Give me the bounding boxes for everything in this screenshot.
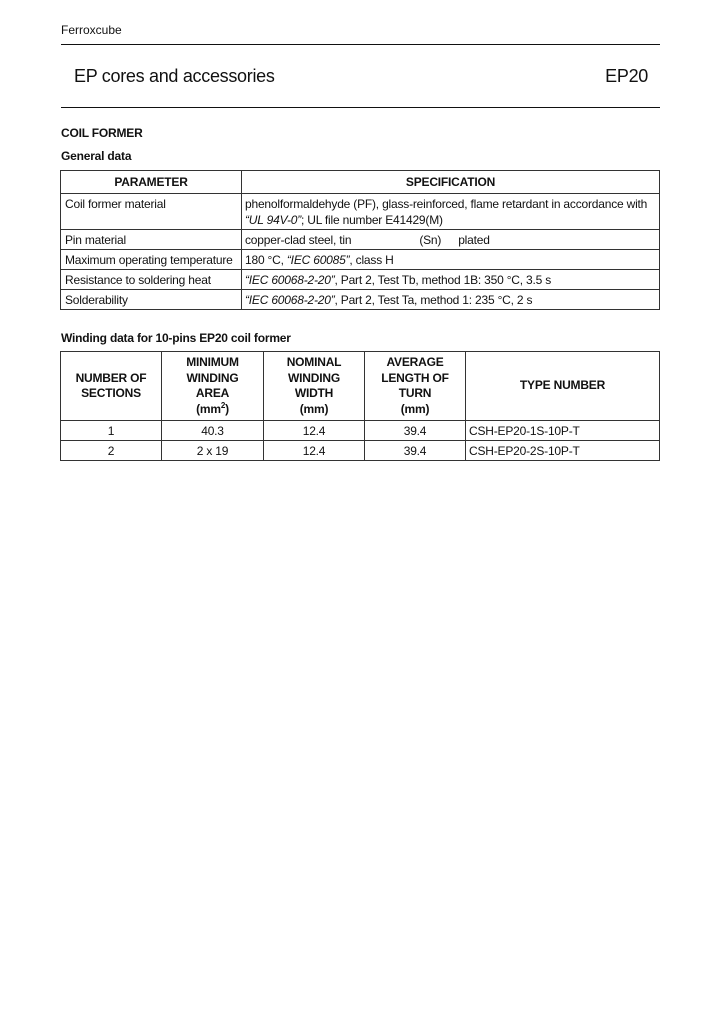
- column-header-area: MINIMUM WINDING AREA $(mm^2)$: [162, 352, 264, 421]
- spec-cell: [242, 250, 660, 270]
- spec-text: 180 °C,: [245, 253, 287, 267]
- spec-text: ; UL file number E41429(M): [301, 213, 443, 227]
- width-cell: 12.4: [264, 421, 365, 441]
- section-title: COIL FORMER: [61, 126, 143, 140]
- table-row: [61, 441, 660, 461]
- sections-cell: 1: [61, 421, 162, 441]
- spec-text: copper-clad steel, tin: [245, 233, 352, 247]
- table-row: [61, 290, 660, 310]
- spec-reference: “IEC 60068-2-20”: [245, 293, 335, 307]
- param-cell: Coil former material: [61, 194, 242, 230]
- general-data-table: [60, 170, 660, 310]
- table-row: [61, 270, 660, 290]
- spec-text: (Sn): [419, 233, 442, 247]
- header-rule-bottom: [61, 107, 660, 108]
- param-cell: Solderability: [61, 290, 242, 310]
- width-cell: 12.4: [264, 441, 365, 461]
- area-cell: 40.3: [162, 421, 264, 441]
- column-header-turn: AVERAGE LENGTH OF TURN (mm): [365, 352, 466, 421]
- table-row: [61, 250, 660, 270]
- column-header-sections: NUMBER OF SECTIONS: [61, 352, 162, 421]
- param-cell: Pin material: [61, 230, 242, 250]
- spec-text: , Part 2, Test Tb, method 1B: 350 °C, 3.5 s: [334, 273, 552, 287]
- spec-reference: “IEC 60085”: [286, 253, 350, 267]
- table-row: [61, 194, 660, 230]
- column-header-specification: SPECIFICATION: [242, 171, 660, 194]
- sections-cell: 2: [61, 441, 162, 461]
- table-header-row: [61, 352, 660, 421]
- general-data-title: General data: [61, 149, 132, 163]
- spec-reference: “IEC 60068-2-20”: [245, 273, 335, 287]
- table-row: [61, 421, 660, 441]
- winding-data-title: Winding data for 10-pins EP20 coil former: [61, 331, 291, 345]
- table-row: [61, 230, 660, 250]
- turn-cell: 39.4: [365, 421, 466, 441]
- spec-cell: [242, 290, 660, 310]
- spec-cell: [242, 230, 660, 250]
- column-header-parameter: PARAMETER: [61, 171, 242, 194]
- column-header-type-number: TYPE NUMBER: [466, 352, 660, 421]
- spec-cell: [242, 270, 660, 290]
- product-code: EP20: [605, 66, 648, 86]
- type-number-cell: CSH-EP20-1S-10P-T: [466, 421, 660, 441]
- spec-text: phenolformaldehyde (PF), glass-reinforced, flame retardant in accordance with: [245, 197, 648, 211]
- param-cell: Resistance to soldering heat: [61, 270, 242, 290]
- brand-name: Ferroxcube: [61, 23, 122, 37]
- winding-data-table: [60, 351, 660, 461]
- spec-text: , class H: [349, 253, 394, 267]
- type-number-cell: CSH-EP20-2S-10P-T: [466, 441, 660, 461]
- spec-text: , Part 2, Test Ta, method 1: 235 °C, 2 s: [334, 293, 533, 307]
- spec-cell: [242, 194, 660, 230]
- param-cell: Maximum operating temperature: [61, 250, 242, 270]
- spec-text: plated: [458, 233, 490, 247]
- turn-cell: 39.4: [365, 441, 466, 461]
- spec-reference: “UL 94V-0”: [245, 213, 302, 227]
- column-header-width: NOMINAL WINDING WIDTH (mm): [264, 352, 365, 421]
- page-title: EP cores and accessories: [74, 66, 275, 86]
- area-cell: 2 x 19: [162, 441, 264, 461]
- table-header-row: [61, 171, 660, 194]
- header-rule-top: [61, 44, 660, 45]
